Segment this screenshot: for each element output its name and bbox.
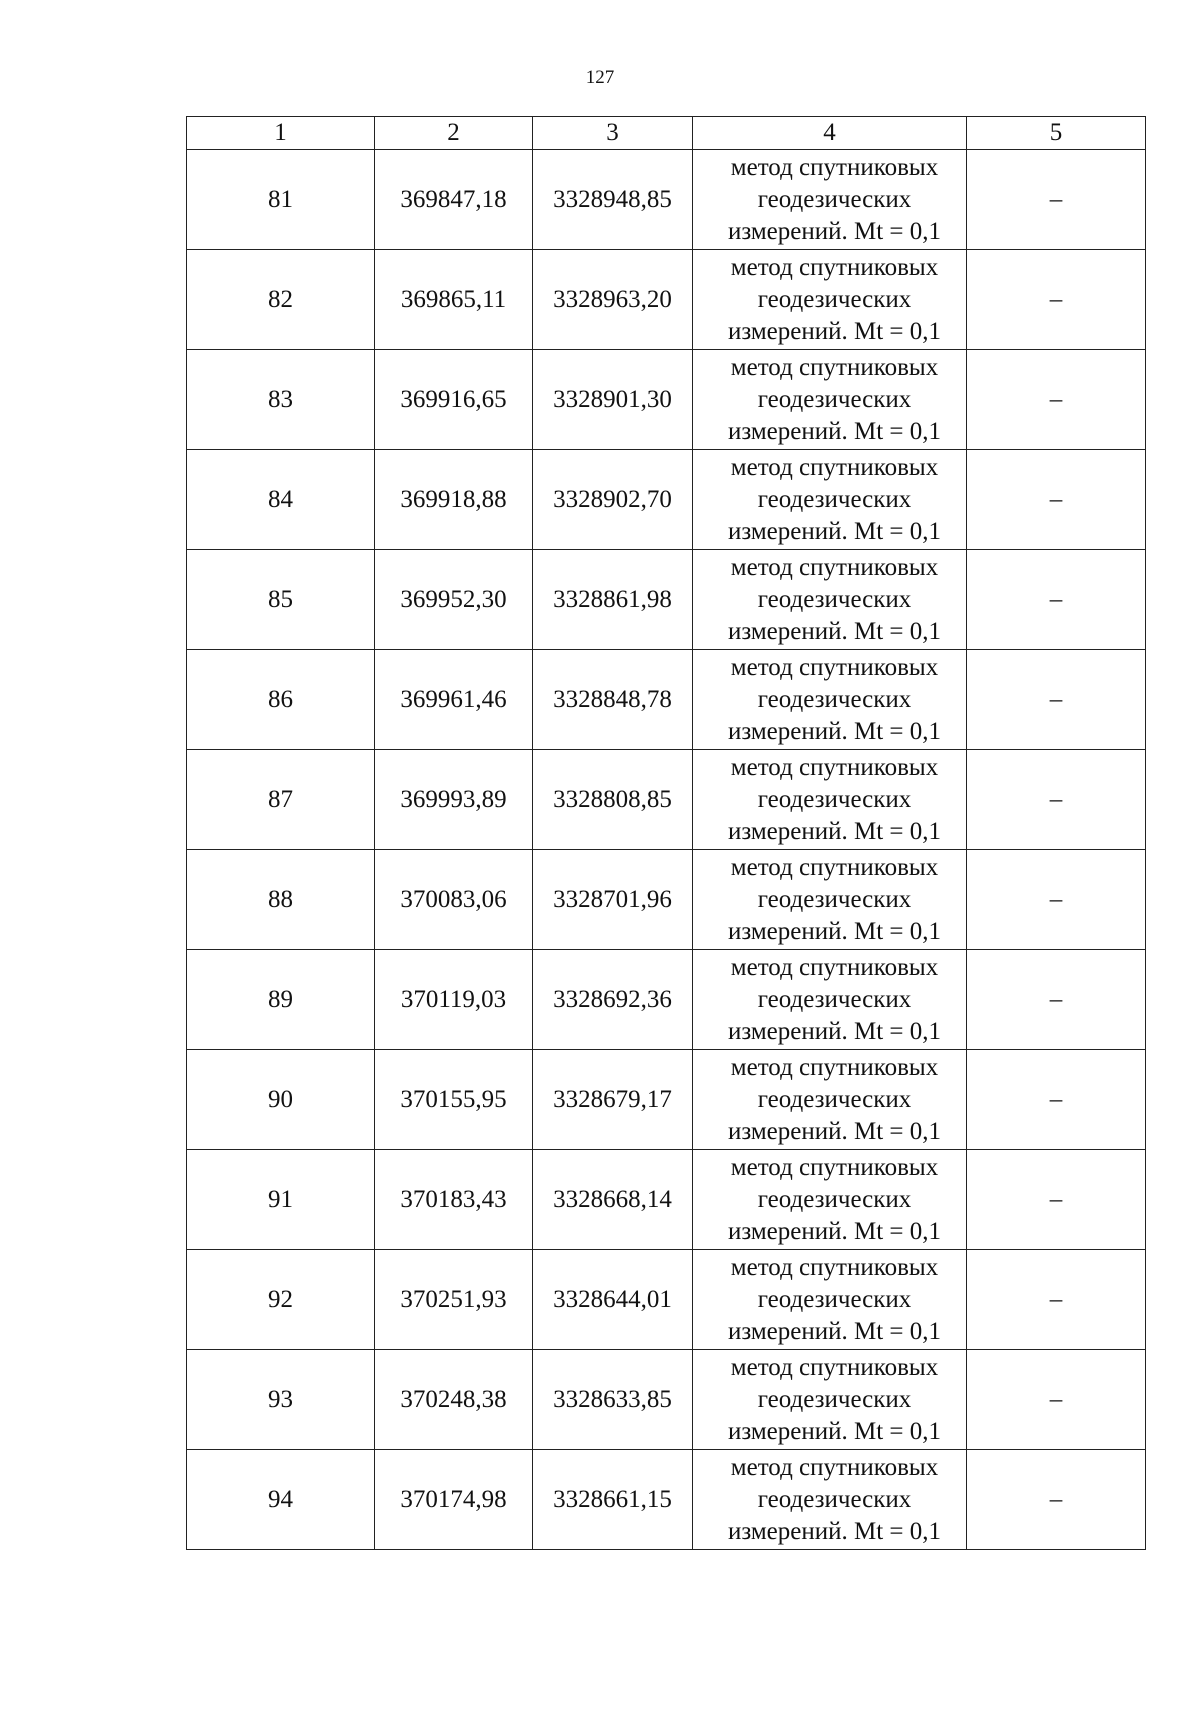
method-line: метод спутниковых	[730, 453, 939, 481]
method-cell	[693, 750, 967, 850]
method-line: геодезических	[757, 285, 912, 313]
coordinate-y-cell: 3328901,30	[533, 350, 693, 450]
coordinate-x-cell: 369918,88	[375, 450, 533, 550]
method-cell	[693, 550, 967, 650]
point-number-cell: 87	[187, 750, 375, 850]
point-number-cell: 83	[187, 350, 375, 450]
method-line: измерений. Mt = 0,1	[727, 617, 942, 645]
coordinate-y-cell: 3328861,98	[533, 550, 693, 650]
table-row	[187, 1450, 1146, 1550]
point-number-cell: 86	[187, 650, 375, 750]
method-cell	[693, 850, 967, 950]
coordinate-x-cell: 369865,11	[375, 250, 533, 350]
method-cell	[693, 1450, 967, 1550]
note-cell: –	[967, 350, 1146, 450]
method-line: метод спутниковых	[730, 1053, 939, 1081]
method-line: измерений. Mt = 0,1	[727, 317, 942, 345]
method-line: метод спутниковых	[730, 253, 939, 281]
table-row	[187, 550, 1146, 650]
note-cell: –	[967, 950, 1146, 1050]
point-number-cell: 82	[187, 250, 375, 350]
point-number-cell: 88	[187, 850, 375, 950]
table-row	[187, 750, 1146, 850]
point-number-cell: 91	[187, 1150, 375, 1250]
method-line: метод спутниковых	[730, 153, 939, 181]
method-line: геодезических	[757, 1485, 912, 1513]
method-line: измерений. Mt = 0,1	[727, 1117, 942, 1145]
coordinate-x-cell: 370248,38	[375, 1350, 533, 1450]
method-line: измерений. Mt = 0,1	[727, 817, 942, 845]
coordinate-x-cell: 370155,95	[375, 1050, 533, 1150]
method-line: измерений. Mt = 0,1	[727, 517, 942, 545]
table-row	[187, 1250, 1146, 1350]
method-line: измерений. Mt = 0,1	[727, 717, 942, 745]
table-row	[187, 1050, 1146, 1150]
note-cell: –	[967, 550, 1146, 650]
coordinate-y-cell: 3328701,96	[533, 850, 693, 950]
method-line: геодезических	[757, 585, 912, 613]
coordinates-table	[186, 116, 1146, 1550]
header-cell-3: 3	[533, 117, 693, 150]
coordinate-x-cell: 370083,06	[375, 850, 533, 950]
coordinate-y-cell: 3328902,70	[533, 450, 693, 550]
method-line: метод спутниковых	[730, 753, 939, 781]
coordinate-y-cell: 3328848,78	[533, 650, 693, 750]
note-cell: –	[967, 150, 1146, 250]
point-number-cell: 84	[187, 450, 375, 550]
coordinate-x-cell: 370119,03	[375, 950, 533, 1050]
coordinate-y-cell: 3328661,15	[533, 1450, 693, 1550]
method-line: геодезических	[757, 385, 912, 413]
coordinate-x-cell: 369961,46	[375, 650, 533, 750]
coordinate-x-cell: 369952,30	[375, 550, 533, 650]
coordinate-x-cell: 369993,89	[375, 750, 533, 850]
method-cell	[693, 450, 967, 550]
method-cell	[693, 150, 967, 250]
method-cell	[693, 1350, 967, 1450]
table-row	[187, 1350, 1146, 1450]
method-cell	[693, 250, 967, 350]
method-line: измерений. Mt = 0,1	[727, 1217, 942, 1245]
header-cell-1: 1	[187, 117, 375, 150]
point-number-cell: 89	[187, 950, 375, 1050]
method-line: измерений. Mt = 0,1	[727, 217, 942, 245]
coordinate-x-cell: 370174,98	[375, 1450, 533, 1550]
coordinate-y-cell: 3328808,85	[533, 750, 693, 850]
method-cell	[693, 350, 967, 450]
method-line: метод спутниковых	[730, 1153, 939, 1181]
note-cell: –	[967, 1150, 1146, 1250]
header-cell-5: 5	[967, 117, 1146, 150]
note-cell: –	[967, 1350, 1146, 1450]
table-row	[187, 150, 1146, 250]
coordinate-x-cell: 369916,65	[375, 350, 533, 450]
coordinate-y-cell: 3328692,36	[533, 950, 693, 1050]
point-number-cell: 90	[187, 1050, 375, 1150]
method-line: измерений. Mt = 0,1	[727, 1417, 942, 1445]
table-row	[187, 650, 1146, 750]
method-cell	[693, 650, 967, 750]
page-number: 127	[585, 67, 615, 88]
note-cell: –	[967, 1050, 1146, 1150]
method-line: метод спутниковых	[730, 853, 939, 881]
coordinate-y-cell: 3328963,20	[533, 250, 693, 350]
note-cell: –	[967, 1250, 1146, 1350]
method-line: измерений. Mt = 0,1	[727, 917, 942, 945]
table-header-row	[187, 117, 1146, 150]
coordinate-y-cell: 3328644,01	[533, 1250, 693, 1350]
coordinate-y-cell: 3328633,85	[533, 1350, 693, 1450]
method-line: геодезических	[757, 685, 912, 713]
table-row	[187, 350, 1146, 450]
point-number-cell: 94	[187, 1450, 375, 1550]
coordinate-x-cell: 369847,18	[375, 150, 533, 250]
method-line: измерений. Mt = 0,1	[727, 1517, 942, 1545]
table-row	[187, 850, 1146, 950]
method-line: измерений. Mt = 0,1	[727, 417, 942, 445]
method-line: геодезических	[757, 985, 912, 1013]
coordinate-y-cell: 3328679,17	[533, 1050, 693, 1150]
note-cell: –	[967, 750, 1146, 850]
header-cell-2: 2	[375, 117, 533, 150]
table-body	[187, 117, 1146, 1550]
coordinate-x-cell: 370183,43	[375, 1150, 533, 1250]
method-line: геодезических	[757, 1385, 912, 1413]
method-line: измерений. Mt = 0,1	[727, 1017, 942, 1045]
table-row	[187, 450, 1146, 550]
method-line: метод спутниковых	[730, 953, 939, 981]
point-number-cell: 93	[187, 1350, 375, 1450]
method-line: метод спутниковых	[730, 1453, 939, 1481]
method-line: метод спутниковых	[730, 1353, 939, 1381]
method-cell	[693, 950, 967, 1050]
table-row	[187, 1150, 1146, 1250]
note-cell: –	[967, 450, 1146, 550]
method-line: геодезических	[757, 185, 912, 213]
method-cell	[693, 1250, 967, 1350]
method-line: геодезических	[757, 1185, 912, 1213]
point-number-cell: 81	[187, 150, 375, 250]
method-line: метод спутниковых	[730, 353, 939, 381]
method-line: геодезических	[757, 1085, 912, 1113]
coordinate-y-cell: 3328948,85	[533, 150, 693, 250]
method-line: метод спутниковых	[730, 553, 939, 581]
note-cell: –	[967, 1450, 1146, 1550]
method-line: геодезических	[757, 785, 912, 813]
point-number-cell: 85	[187, 550, 375, 650]
method-line: измерений. Mt = 0,1	[727, 1317, 942, 1345]
header-cell-4: 4	[693, 117, 967, 150]
note-cell: –	[967, 250, 1146, 350]
method-line: геодезических	[757, 485, 912, 513]
note-cell: –	[967, 850, 1146, 950]
method-cell	[693, 1050, 967, 1150]
coordinate-y-cell: 3328668,14	[533, 1150, 693, 1250]
method-line: геодезических	[757, 1285, 912, 1313]
method-line: геодезических	[757, 885, 912, 913]
table-row	[187, 250, 1146, 350]
note-cell: –	[967, 650, 1146, 750]
method-line: метод спутниковых	[730, 653, 939, 681]
method-line: метод спутниковых	[730, 1253, 939, 1281]
table-row	[187, 950, 1146, 1050]
coordinate-x-cell: 370251,93	[375, 1250, 533, 1350]
point-number-cell: 92	[187, 1250, 375, 1350]
method-cell	[693, 1150, 967, 1250]
